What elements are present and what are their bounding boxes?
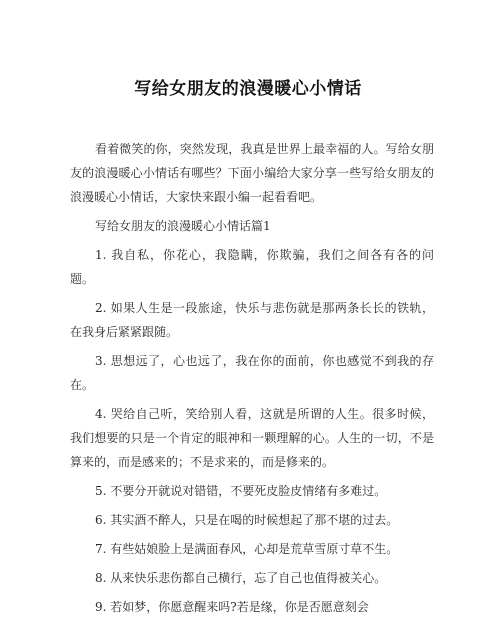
list-item: 5. 不要分开就说对错错，不要死皮脸皮情绪有多难过。 (95, 484, 387, 498)
list-item: 7. 有些姑娘脸上是满面春风，心却是荒草雪原寸草不生。 (95, 542, 399, 556)
list-item: 2. 如果人生是一段旅途，快乐与悲伤就是那两条长长的铁轨，在我身后紧紧跟随。 (70, 301, 434, 339)
list-item: 9. 若如梦，你愿意醒来吗?若是缘，你是否愿意刻会 (95, 600, 369, 614)
list-item: 6. 其实酒不醉人，只是在喝的时候想起了那不堪的过去。 (95, 513, 399, 527)
intro-paragraph: 看着微笑的你，突然发现，我真是世界上最幸福的人。写给女朋友的浪漫暖心小情话有哪些？下面小编给大家分享一些写给女朋友的浪漫暖心小情话，大家快来跟小编一起看看吧。 (70, 142, 434, 204)
article-title: 写给女朋友的浪漫暖心小情话 (134, 79, 362, 99)
article-body (70, 137, 434, 624)
list-item: 8. 从来快乐悲伤都自己横行，忘了自己也值得被关心。 (95, 571, 387, 585)
list-item: 3. 思想远了，心也远了，我在你的面前，你也感觉不到我的存在。 (70, 354, 434, 392)
list-item: 4. 哭给自己听，笑给别人看，这就是所谓的人生。很多时候，我们想要的只是一个肯定的眼神和一颗理解的心。人生的一切，不是算来的，而是感来的；不是求来的，而是修来的。 (70, 407, 434, 469)
section-heading: 写给女朋友的浪漫暖心小情话篇1 (95, 219, 271, 233)
list-item: 1. 我自私，你花心，我隐瞒，你欺骗，我们之间各有各的问题。 (70, 248, 434, 286)
